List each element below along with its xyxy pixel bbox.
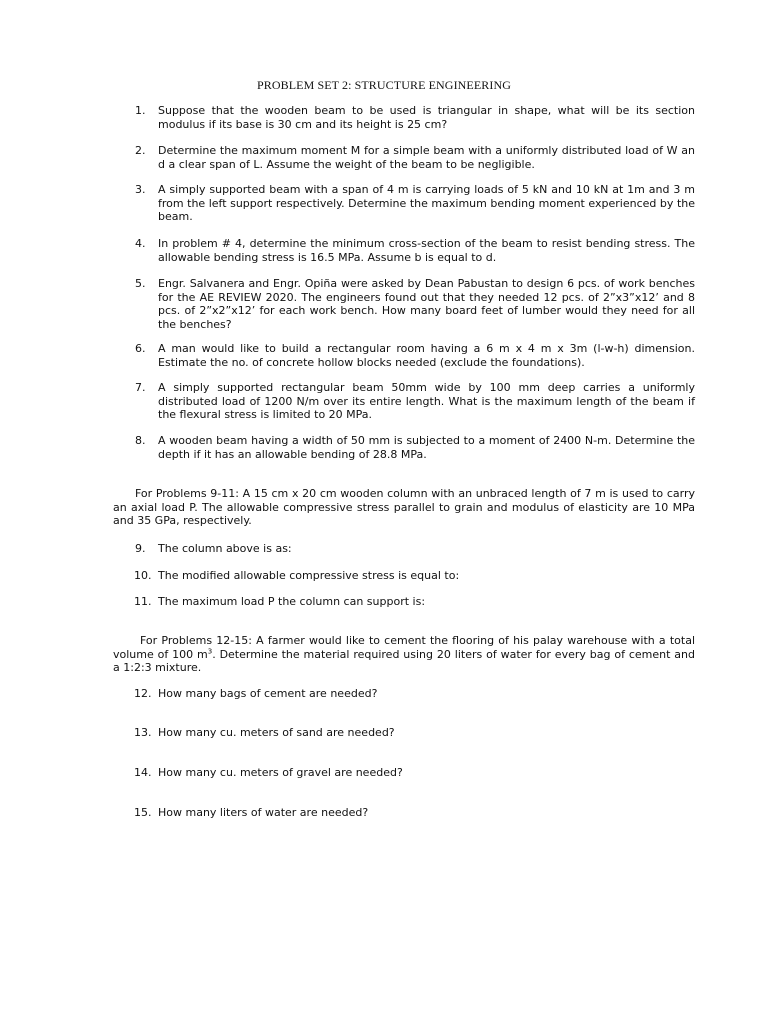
problem-text: A man would like to build a rectangular room having a 6 m x 4 m x 3m (l-w-h) dimension. Estimate the no. of concrete hollow blocks needed (exclude the foundations). (158, 342, 695, 369)
superscript: 3 (207, 646, 213, 655)
problem-number: 1. (135, 104, 146, 117)
problem-text: The column above is as: (158, 542, 292, 555)
intro-text: For Problems 9-11: A 15 cm x 20 cm wooden column with an unbraced length of 7 m is used to carry an axial load P. The allowable compressive stress parallel to grain and modulus of elasticity are 10 MPa and 35 GPa, respectively. (113, 487, 695, 527)
problem-text: In problem # 4, determine the minimum cross-section of the beam to resist bending stress. The allowable bending stress is 16.5 MPa. Assume b is equal to d. (158, 237, 695, 264)
problem-number: 15. (134, 806, 152, 819)
problem-text: Suppose that the wooden beam to be used is triangular in shape, what will be its section modulus if its base is 30 cm and its height is 25 cm? (158, 104, 695, 131)
problem-number: 6. (135, 342, 146, 355)
problem-number: 9. (135, 542, 146, 555)
problem-text: How many cu. meters of sand are needed? (158, 726, 395, 739)
problem-number: 2. (135, 144, 146, 157)
problem-number: 10. (134, 569, 152, 582)
problem-15 (135, 806, 695, 820)
problem-text: The maximum load P the column can support is: (158, 595, 426, 608)
problem-text: How many liters of water are needed? (158, 806, 369, 819)
problem-10 (135, 569, 695, 583)
problem-1 (135, 104, 695, 131)
problem-text: A wooden beam having a width of 50 mm is subjected to a moment of 2400 N-m. Determine the depth if it has an allowable bending of 28.8 MPa. (158, 434, 695, 461)
problem-number: 3. (135, 183, 146, 196)
problem-text: A simply supported beam with a span of 4 m is carrying loads of 5 kN and 10 kN at 1m and 3 m from the left support respectively. Determine the maximum bending moment experienced by the beam. (158, 183, 695, 223)
problem-number: 12. (134, 687, 152, 700)
problem-text: How many cu. meters of gravel are needed? (158, 766, 403, 779)
problem-8 (135, 434, 695, 461)
problem-7 (135, 381, 695, 422)
problem-number: 11. (134, 595, 152, 608)
problem-text: How many bags of cement are needed? (158, 687, 378, 700)
page-title: PROBLEM SET 2: STRUCTURE ENGINEERING (256, 78, 512, 92)
problem-number: 14. (134, 766, 152, 779)
problem-3 (135, 183, 695, 224)
problem-6 (135, 342, 695, 369)
problem-13 (135, 726, 695, 740)
problem-text: A simply supported rectangular beam 50mm wide by 100 mm deep carries a uniformly distributed load of 1200 N/m over its entire length. What is the maximum length of the beam if the flexural stress is limited to 20 MPa. (158, 381, 695, 421)
problem-4 (135, 237, 695, 264)
problem-number: 8. (135, 434, 146, 447)
problem-14 (135, 766, 695, 780)
intro-problems-9-11 (113, 487, 695, 528)
problem-number: 4. (135, 237, 146, 250)
problem-5 (135, 277, 695, 331)
intro-text-after: . Determine the material required using 20 liters of water for every bag of cement and a 1:2:3 mixture. (113, 647, 696, 674)
problem-11 (135, 595, 695, 609)
problem-text: Determine the maximum moment M for a simple beam with a uniformly distributed load of W an d a clear span of L. Assume the weight of the beam to be negligible. (158, 144, 695, 171)
problem-number: 13. (134, 726, 152, 739)
problem-2 (135, 144, 695, 171)
problem-text: The modified allowable compressive stress is equal to: (158, 569, 460, 582)
problem-text: Engr. Salvanera and Engr. Opiña were asked by Dean Pabustan to design 6 pcs. of work benches for the AE REVIEW 2020. The engineers found out that they needed 12 pcs. of 2”x3”x12’ and 8 pcs. of 2”x2”x12’ for each work bench. How many board feet of lumber would they need for all the benches? (158, 277, 695, 331)
intro-problems-12-15 (113, 634, 695, 675)
problem-9 (135, 542, 695, 556)
problem-number: 7. (135, 381, 146, 394)
problem-12 (135, 687, 695, 701)
intro-text-before: For Problems 12-15: A farmer would like to cement the flooring of his palay warehouse with a total volume of 100 m (113, 634, 695, 661)
problem-number: 5. (135, 277, 146, 290)
